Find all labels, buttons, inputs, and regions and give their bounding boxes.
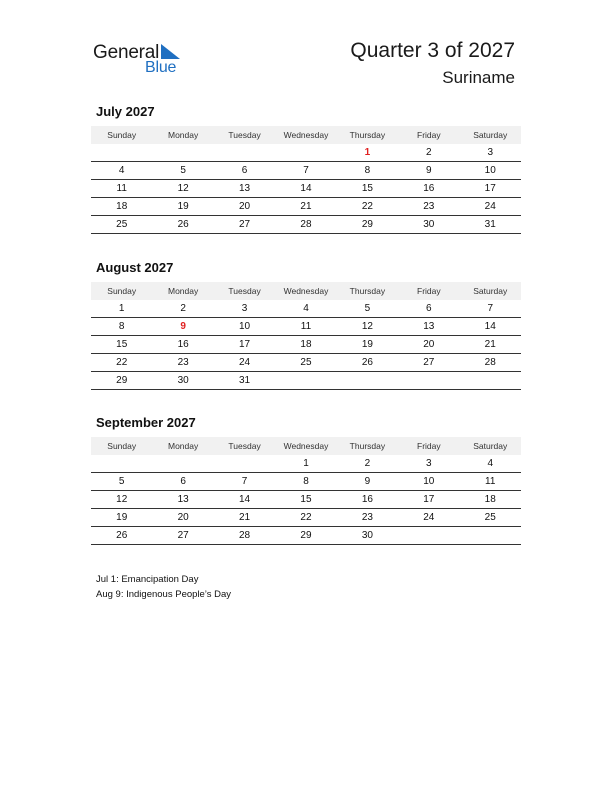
- month-july: [91, 104, 521, 234]
- day-cell: 2: [364, 458, 371, 469]
- empty-day-cell: [91, 455, 152, 472]
- weekday-label: Tuesday: [228, 286, 261, 296]
- day-cell: 11: [116, 183, 127, 194]
- day-cell: 12: [361, 321, 373, 332]
- day-cell: 7: [241, 476, 248, 487]
- week-row: [91, 198, 521, 216]
- day-cell: 12: [177, 183, 189, 194]
- day-cell: 5: [180, 165, 186, 176]
- day-cell: 18: [116, 201, 128, 212]
- day-cell: 4: [303, 303, 309, 314]
- week-row: [91, 509, 521, 527]
- day-cell: 22: [361, 201, 373, 212]
- day-cell: 1: [364, 147, 371, 158]
- day-cell: 3: [426, 458, 432, 469]
- day-cell: 29: [116, 375, 128, 386]
- day-cell: 30: [177, 375, 189, 386]
- weekday-label: Friday: [417, 441, 441, 451]
- weekday-label: Sunday: [107, 130, 137, 140]
- day-cell: 20: [177, 512, 189, 523]
- holiday-note: Jul 1: Emancipation Day: [96, 574, 199, 585]
- day-cell: 21: [484, 339, 496, 350]
- day-cell: 7: [487, 303, 494, 314]
- week-row: [91, 527, 521, 545]
- country-name: Suriname: [442, 68, 515, 87]
- day-cell: 18: [484, 494, 496, 505]
- day-cell: 10: [484, 165, 496, 176]
- day-cell: 26: [116, 530, 128, 541]
- day-cell: 19: [361, 339, 373, 350]
- day-cell: 16: [423, 183, 435, 194]
- weekday-label: Wednesday: [283, 441, 329, 451]
- holiday-notes: [96, 572, 231, 602]
- weekday-header: [91, 126, 521, 144]
- day-cell: 6: [241, 165, 248, 176]
- day-cell: 22: [116, 357, 128, 368]
- day-cell: 18: [300, 339, 312, 350]
- day-cell: 31: [238, 375, 251, 386]
- month-august: [91, 260, 521, 390]
- day-cell: 21: [300, 201, 312, 212]
- day-cell: 24: [484, 201, 496, 212]
- weekday-label: Wednesday: [283, 286, 329, 296]
- week-row: [91, 336, 521, 354]
- day-cell: 3: [487, 147, 494, 158]
- empty-day-cell: [398, 527, 459, 544]
- day-cell: 8: [118, 321, 125, 332]
- day-cell: 20: [238, 201, 251, 212]
- day-cell: 5: [118, 476, 125, 487]
- day-cell: 1: [118, 303, 125, 314]
- day-cell: 29: [300, 530, 312, 541]
- day-cell: 27: [238, 219, 251, 230]
- week-row: [91, 354, 521, 372]
- day-cell: 24: [423, 512, 435, 523]
- weekday-label: Monday: [168, 441, 199, 451]
- day-cell: 6: [426, 303, 432, 314]
- day-cell: 23: [177, 357, 189, 368]
- empty-day-cell: [152, 455, 213, 472]
- weekday-header: [91, 282, 521, 300]
- day-cell: 28: [484, 357, 496, 368]
- day-cell: 2: [426, 147, 432, 158]
- empty-day-cell: [275, 372, 336, 389]
- week-rows: [91, 455, 521, 545]
- logo: [93, 40, 193, 80]
- day-cell: 15: [300, 494, 312, 505]
- day-cell: 17: [238, 339, 251, 350]
- weekday-label: Saturday: [473, 286, 508, 296]
- weekday-label: Thursday: [349, 441, 386, 451]
- weekday-label: Friday: [417, 130, 441, 140]
- week-row: [91, 144, 521, 162]
- weekday-label: Saturday: [473, 441, 508, 451]
- day-cell: 22: [300, 512, 312, 523]
- holiday-note: Aug 9: Indigenous People’s Day: [96, 589, 232, 600]
- week-row: [91, 180, 521, 198]
- day-cell: 8: [364, 165, 371, 176]
- day-cell: 29: [361, 219, 373, 230]
- day-cell: 19: [116, 512, 128, 523]
- weekday-label: Tuesday: [228, 441, 261, 451]
- empty-day-cell: [275, 144, 336, 161]
- logo-triangle-icon: [159, 44, 181, 60]
- day-cell: 14: [484, 321, 496, 332]
- weekday-label: Saturday: [473, 130, 508, 140]
- day-cell: 30: [361, 530, 373, 541]
- day-cell: 13: [423, 321, 435, 332]
- day-cell: 1: [303, 458, 309, 469]
- day-cell: 13: [238, 183, 251, 194]
- day-cell: 9: [426, 165, 432, 176]
- empty-day-cell: [398, 372, 459, 389]
- day-cell: 28: [238, 530, 251, 541]
- empty-day-cell: [214, 144, 275, 161]
- month-september: [91, 415, 521, 545]
- day-cell: 17: [484, 183, 496, 194]
- empty-day-cell: [214, 455, 275, 472]
- day-cell: 10: [423, 476, 435, 487]
- weekday-label: Sunday: [107, 286, 137, 296]
- day-cell: 26: [361, 357, 373, 368]
- weekday-label: Monday: [168, 130, 199, 140]
- week-row: [91, 491, 521, 509]
- weekday-label: Sunday: [107, 441, 137, 451]
- day-cell: 10: [238, 321, 251, 332]
- day-cell: 16: [361, 494, 373, 505]
- weekday-label: Friday: [417, 286, 441, 296]
- weekday-label: Thursday: [349, 130, 386, 140]
- week-row: [91, 318, 521, 336]
- day-cell: 9: [180, 321, 186, 332]
- month-title: July 2027: [96, 104, 155, 119]
- empty-day-cell: [460, 527, 521, 544]
- week-row: [91, 372, 521, 390]
- day-cell: 9: [364, 476, 371, 487]
- day-cell: 14: [300, 183, 312, 194]
- day-cell: 27: [177, 530, 189, 541]
- day-cell: 4: [118, 165, 125, 176]
- day-cell: 23: [361, 512, 373, 523]
- day-cell: 27: [423, 357, 435, 368]
- day-cell: 6: [180, 476, 186, 487]
- day-cell: 25: [484, 512, 496, 523]
- day-cell: 3: [241, 303, 248, 314]
- day-cell: 17: [423, 494, 435, 505]
- logo-general-text: General: [93, 42, 160, 63]
- empty-day-cell: [337, 372, 398, 389]
- empty-day-cell: [460, 372, 521, 389]
- week-row: [91, 473, 521, 491]
- day-cell: 5: [364, 303, 371, 314]
- page-title: Quarter 3 of 2027: [350, 39, 515, 62]
- day-cell: 30: [423, 219, 435, 230]
- day-cell: 11: [300, 321, 312, 332]
- day-cell: 4: [487, 458, 494, 469]
- month-title: August 2027: [96, 260, 174, 275]
- weekday-label: Tuesday: [228, 130, 261, 140]
- day-cell: 21: [238, 512, 251, 523]
- day-cell: 25: [116, 219, 128, 230]
- day-cell: 15: [361, 183, 373, 194]
- empty-day-cell: [91, 144, 152, 161]
- logo-blue-text: Blue: [145, 59, 177, 76]
- day-cell: 31: [484, 219, 496, 230]
- day-cell: 24: [238, 357, 251, 368]
- empty-day-cell: [152, 144, 213, 161]
- weekday-label: Wednesday: [283, 130, 329, 140]
- day-cell: 15: [116, 339, 128, 350]
- day-cell: 16: [177, 339, 189, 350]
- week-row: [91, 216, 521, 234]
- day-cell: 28: [300, 219, 312, 230]
- day-cell: 14: [238, 494, 251, 505]
- weekday-header: [91, 437, 521, 455]
- day-cell: 12: [116, 494, 128, 505]
- weekday-label: Thursday: [349, 286, 386, 296]
- day-cell: 20: [423, 339, 435, 350]
- week-rows: [91, 144, 521, 234]
- day-cell: 19: [177, 201, 189, 212]
- day-cell: 2: [180, 303, 186, 314]
- day-cell: 11: [485, 476, 496, 487]
- day-cell: 13: [177, 494, 189, 505]
- title-block: [350, 38, 515, 89]
- day-cell: 8: [303, 476, 309, 487]
- month-title: September 2027: [96, 415, 196, 430]
- week-row: [91, 455, 521, 473]
- day-cell: 7: [303, 165, 309, 176]
- weekday-label: Monday: [168, 286, 199, 296]
- day-cell: 25: [300, 357, 312, 368]
- day-cell: 26: [177, 219, 189, 230]
- day-cell: 23: [423, 201, 435, 212]
- week-row: [91, 162, 521, 180]
- week-row: [91, 300, 521, 318]
- week-rows: [91, 300, 521, 390]
